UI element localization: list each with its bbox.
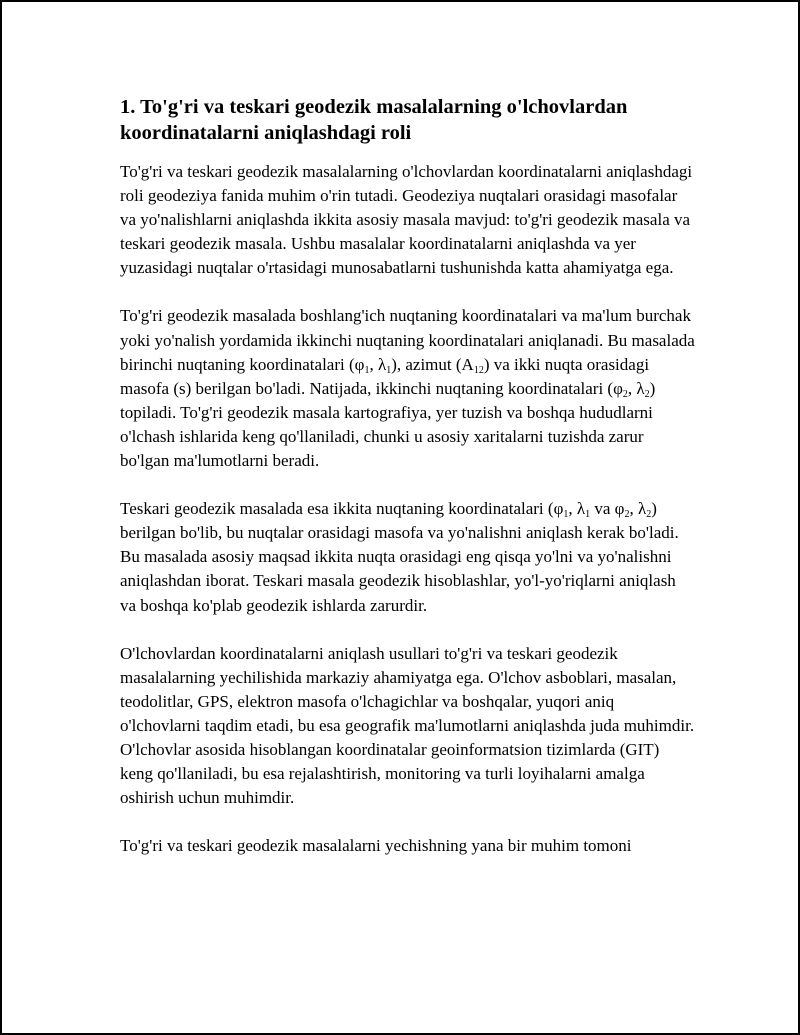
document-body [120, 94, 695, 882]
paragraph-continuation: To'g'ri va teskari geodezik masalalarni yechishning yana bir muhim tomoni [120, 836, 632, 856]
paragraph-intro: To'g'ri va teskari geodezik masalalarning o'lchovlardan koordinatalarni aniqlashdagi roli geodeziya fanida muhim o'rin tutadi. Geodeziya nuqtalari orasidagi masofalar va yo'nalishlarni aniqlashda ikkita asosiy masala mavjud: to'g'ri geodezik masala va teskari geodezik masala. Ushbu masalalar koordinatalarni aniqlashda va yer yuzasidagi nuqtalar o'rtasidagi munosabatlarni tushunishda katta ahamiyatga ega. [120, 162, 693, 278]
paragraph-inverse-problem: Teskari geodezik masalada esa ikkita nuqtaning koordinatalari ($\varphi_1$, $\lambda_1$ va $\varphi_2$, $\lambda_2$) berilgan bo'lib, bu nuqtalar orasidagi masofa va yo'nalishni aniqlash kerak bo'ladi. Bu masalada asosiy maqsad ikkita nuqta orasidagi eng qisqa yo'lni va yo'nalishni aniqlashdan iborat. Teskari masala geodezik hisoblashlar, yo'l-yo'riqlarni aniqlash va boshqa ko'plab geodezik ishlarda zarurdir. [120, 499, 679, 615]
paragraph-direct-problem: To'g'ri geodezik masalada boshlang'ich nuqtaning koordinatalari va ma'lum burchak yoki yo'nalish yordamida ikkinchi nuqtaning koordinatalari aniqlanadi. Bu masalada birinchi nuqtaning koordinatalari ($\varphi_1$, $\lambda_1$), azimut $(A_{12})$ va ikki nuqta orasidagi masofa (s) berilgan bo'ladi. Natijada, ikkinchi nuqtaning koordinatalari ($\varphi_2$, $\lambda_2$) topiladi. To'g'ri geodezik masala kartografiya, yer tuzish va boshqa hududlarni o'lchash ishlarida keng qo'llaniladi, chunki u asosiy xaritalarni tuzishda zarur bo'lgan ma'lumotlarni beradi. [120, 306, 695, 471]
paragraph-measurement-methods: O'lchovlardan koordinatalarni aniqlash usullari to'g'ri va teskari geodezik masalalarning yechilishida markaziy ahamiyatga ega. O'lchov asboblari, masalan, teodolitlar, GPS, elektron masofa o'lchagichlar va boshqalar, yuqori aniq o'lchovlarni taqdim etadi, bu esa geografik ma'lumotlarni aniqlashda juda muhimdir. O'lchovlar asosida hisoblangan koordinatalar geoinformatsion tizimlarda (GIT) keng qo'llaniladi, bu esa rejalashtirish, monitoring va turli loyihalarni amalga oshirish uchun muhimdir. [120, 643, 695, 808]
document-title: 1. To'g'ri va teskari geodezik masalalarning o'lchovlardan koordinatalarni aniqlashdagi roli [120, 96, 628, 144]
